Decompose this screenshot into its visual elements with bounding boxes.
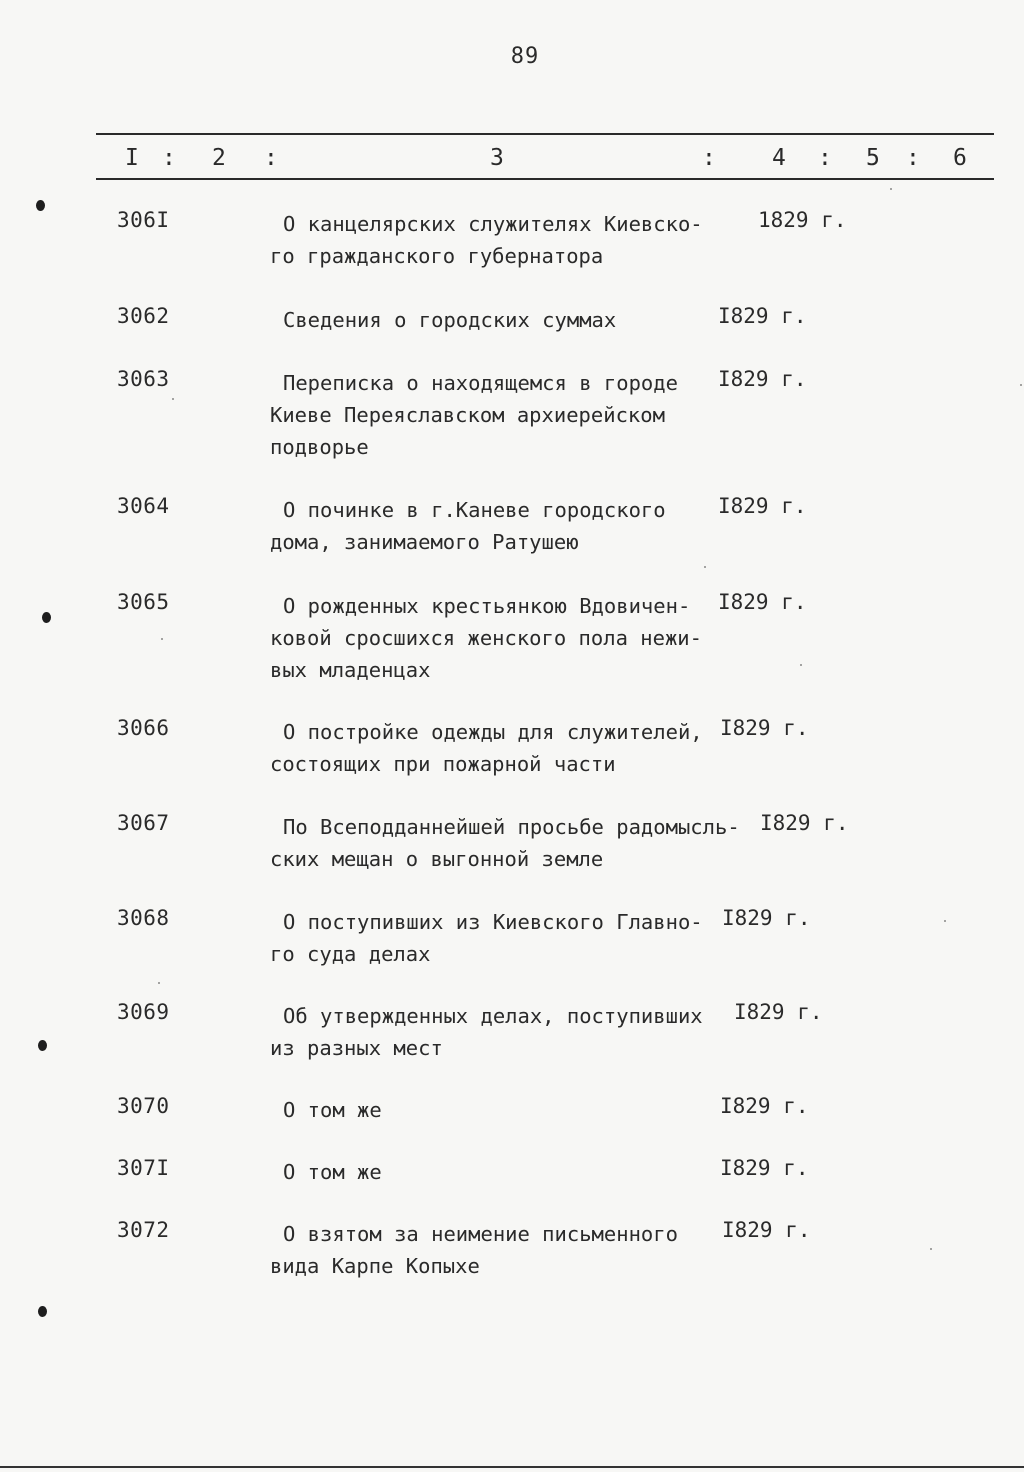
column-separator: : [818,145,832,171]
entry-number: 3062 [117,304,170,328]
scan-speck [1020,384,1022,386]
binding-hole-mark [36,200,45,211]
entry-number: 3072 [117,1218,170,1242]
entry-title-line: О взятом за неимение письменного [283,1222,678,1246]
entry-title-line: состоящих при пожарной части [270,752,616,776]
scan-speck [704,566,706,568]
entry-year: I829 г. [718,367,807,391]
scan-bottom-edge [0,1466,1024,1468]
entry-title-line: О рожденных крестьянкою Вдовичен- [283,594,691,618]
entry-title-line: вида Карпе Копыхе [270,1254,480,1278]
entry-year: I829 г. [760,811,849,835]
entry-year: I829 г. [720,1156,809,1180]
entry-title-line: О поступивших из Киевского Главно- [283,910,703,934]
column-separator: : [906,145,920,171]
entry-year: I829 г. [720,716,809,740]
scan-speck [172,398,174,400]
entry-year: I829 г. [722,1218,811,1242]
entry-title [270,1094,730,1126]
entry-title [270,208,730,272]
entry-title-line: О починке в г.Каневе городского [283,498,666,522]
entry-title-line: ских мещан о выгонной земле [270,847,604,871]
column-header-3: 3 [490,145,504,171]
column-separator: : [702,145,716,171]
entry-title [270,906,730,970]
column-header-5: 5 [866,145,880,171]
entry-number: 306I [117,208,170,232]
entry-title-line: го гражданского губернатора [270,244,604,268]
header-bottom-rule [96,178,994,180]
entry-year: I829 г. [734,1000,823,1024]
entry-year: I829 г. [722,906,811,930]
entry-number: 3063 [117,367,170,391]
entry-title-line: подворье [270,435,369,459]
entry-title-line: Об утвержденных делах, поступивших [283,1004,703,1028]
entry-number: 3067 [117,811,170,835]
entry-number: 3070 [117,1094,170,1118]
entry-title-line: Киеве Переяславском архиерейском [270,403,665,427]
entry-title [270,304,730,336]
entry-year: I829 г. [718,494,807,518]
scan-speck [930,1248,932,1250]
column-separator: : [264,145,278,171]
entry-title [270,811,740,875]
scan-speck [800,664,802,666]
scan-speck [890,188,892,190]
column-header-4: 4 [772,145,786,171]
entry-year: I829 г. [718,590,807,614]
entry-title [270,716,730,780]
entry-title-line: По Всеподданнейшей просьбе радомысль- [283,815,740,839]
entry-number: 3064 [117,494,170,518]
entry-title [270,494,730,558]
column-separator: : [162,145,176,171]
entry-number: 3068 [117,906,170,930]
entry-title-line: О постройке одежды для служителей, [283,720,703,744]
entry-title-line: го суда делах [270,942,431,966]
entry-title [270,367,730,463]
entry-title [270,1000,730,1064]
entry-title-line: ковой сросшихся женского пола нежи- [270,626,702,650]
entry-title-line: вых младенцах [270,658,431,682]
entry-title-line: О канцелярских служителях Киевско- [283,212,703,236]
scan-speck [161,638,163,640]
entry-title-line: Переписка о находящемся в городе [283,371,678,395]
column-header-2: 2 [212,145,226,171]
entry-number: 307I [117,1156,170,1180]
entry-year: 1829 г. [758,208,847,232]
binding-hole-mark [42,612,51,623]
header-top-rule [96,133,994,135]
binding-hole-mark [38,1306,47,1317]
entry-number: 3066 [117,716,170,740]
column-header-1: I [125,145,139,171]
column-header-6: 6 [953,145,967,171]
entry-title [270,1156,730,1188]
entry-title-line: О том же [283,1160,382,1184]
scan-speck [944,920,946,922]
entry-number: 3065 [117,590,170,614]
entry-number: 3069 [117,1000,170,1024]
entry-year: I829 г. [720,1094,809,1118]
entry-title-line: О том же [283,1098,382,1122]
entry-year: I829 г. [718,304,807,328]
entry-title-line: Сведения о городских суммах [283,308,617,332]
page-number: 89 [510,44,540,69]
binding-hole-mark [38,1040,47,1051]
entry-title-line: из разных мест [270,1036,443,1060]
entry-title [270,1218,730,1282]
scan-speck [158,982,160,984]
entry-title-line: дома, занимаемого Ратушею [270,530,579,554]
entry-title [270,590,730,686]
